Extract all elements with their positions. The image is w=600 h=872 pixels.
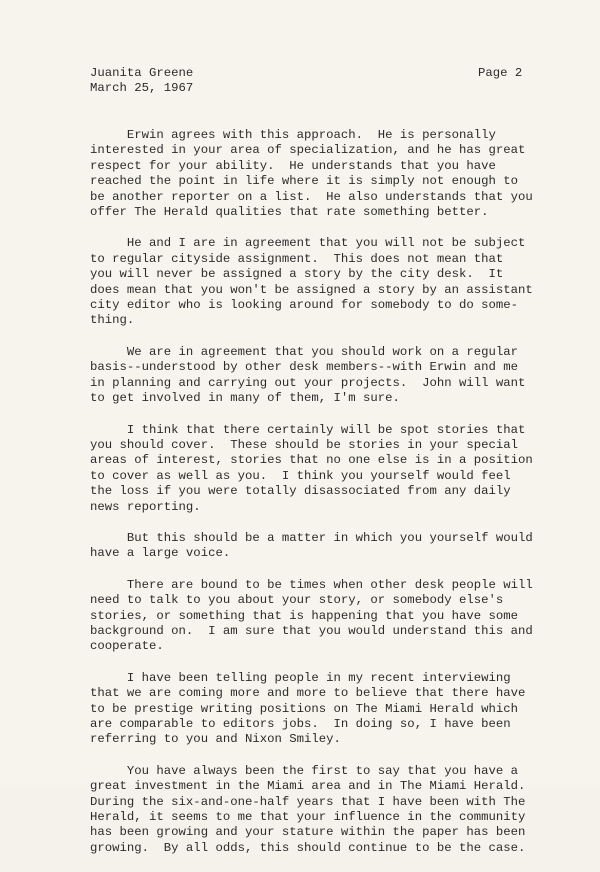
text-line: cooperate. <box>90 639 164 654</box>
text-line: respect for your ability. He understands that you have <box>90 158 496 173</box>
text-line: reached the point in life where it is simply not enough to <box>90 174 519 189</box>
paragraph <box>90 236 590 328</box>
page-number: Page 2 <box>478 66 523 80</box>
text-line: But this should be a matter in which you yourself would <box>90 530 533 545</box>
text-line: You have always been the first to say that you have a <box>90 763 519 778</box>
text-line: growing. By all odds, this should continue to be the case. <box>90 840 526 855</box>
paragraph <box>90 764 590 856</box>
letter-date: March 25, 1967 <box>90 81 194 96</box>
text-line: to regular cityside assignment. This does not mean that <box>90 251 504 266</box>
text-line: We are in agreement that you should work on a regular <box>90 344 519 359</box>
text-line: interested in your area of specialization, and he has great <box>90 143 526 158</box>
text-line: does mean that you won't be assigned a story by an assistant <box>90 282 533 297</box>
paragraph <box>90 423 590 515</box>
letter-header <box>90 66 193 97</box>
text-line: you will never be assigned a story by the city desk. It <box>90 267 504 282</box>
paragraph <box>90 128 590 220</box>
paragraph <box>90 531 590 562</box>
paragraph <box>90 671 590 748</box>
text-line: great investment in the Miami area and in The Miami Herald. <box>90 779 526 794</box>
text-line: During the six-and-one-half years that I have been with The <box>90 794 526 809</box>
paragraph <box>90 578 590 655</box>
text-line: you should cover. These should be stories in your special <box>90 437 519 452</box>
text-line: are comparable to editors jobs. In doing so, I have been <box>90 717 511 731</box>
text-line: be another reporter on a list. He also understands that you <box>90 189 533 204</box>
text-line: referring to you and Nixon Smiley. <box>90 732 341 747</box>
text-line: the loss if you were totally disassociated from any daily <box>90 484 511 499</box>
text-line: There are bound to be times when other desk people will <box>90 577 533 592</box>
text-line: offer The Herald qualities that rate something better. <box>90 205 489 220</box>
text-line: thing. <box>90 313 135 328</box>
text-line: Erwin agrees with this approach. He is personally <box>90 128 496 142</box>
text-line: I think that there certainly will be spot stories that <box>90 422 526 437</box>
text-line: Herald, it seems to me that your influence in the community <box>90 810 526 825</box>
text-line: basis--understood by other desk members--with Erwin and me <box>90 360 519 375</box>
text-line: to get involved in many of them, I'm sure. <box>90 391 400 406</box>
text-line: He and I are in agreement that you will not be subject <box>90 236 526 251</box>
text-line: that we are coming more and more to believe that there have <box>90 686 526 701</box>
text-line: I have been telling people in my recent interviewing <box>90 670 511 685</box>
text-line: has been growing and your stature within the paper has been <box>90 825 526 840</box>
text-line: need to talk to you about your story, or somebody else's <box>90 593 504 608</box>
text-line: to cover as well as you. I think you yourself would feel <box>90 468 511 483</box>
text-line: stories, or something that is happening that you have some <box>90 608 519 623</box>
text-line: areas of interest, stories that no one else is in a position <box>90 453 533 468</box>
text-line: in planning and carrying out your projects. John will want <box>90 375 526 390</box>
text-line: news reporting. <box>90 499 201 514</box>
text-line: city editor who is looking around for somebody to do some- <box>90 298 519 313</box>
recipient-name: Juanita Greene <box>90 66 194 80</box>
text-line: have a large voice. <box>90 546 231 561</box>
paragraph <box>90 345 590 407</box>
text-line: to be prestige writing positions on The Miami Herald which <box>90 701 519 716</box>
letter-body <box>90 128 590 872</box>
text-line: background on. I am sure that you would understand this and <box>90 623 533 638</box>
